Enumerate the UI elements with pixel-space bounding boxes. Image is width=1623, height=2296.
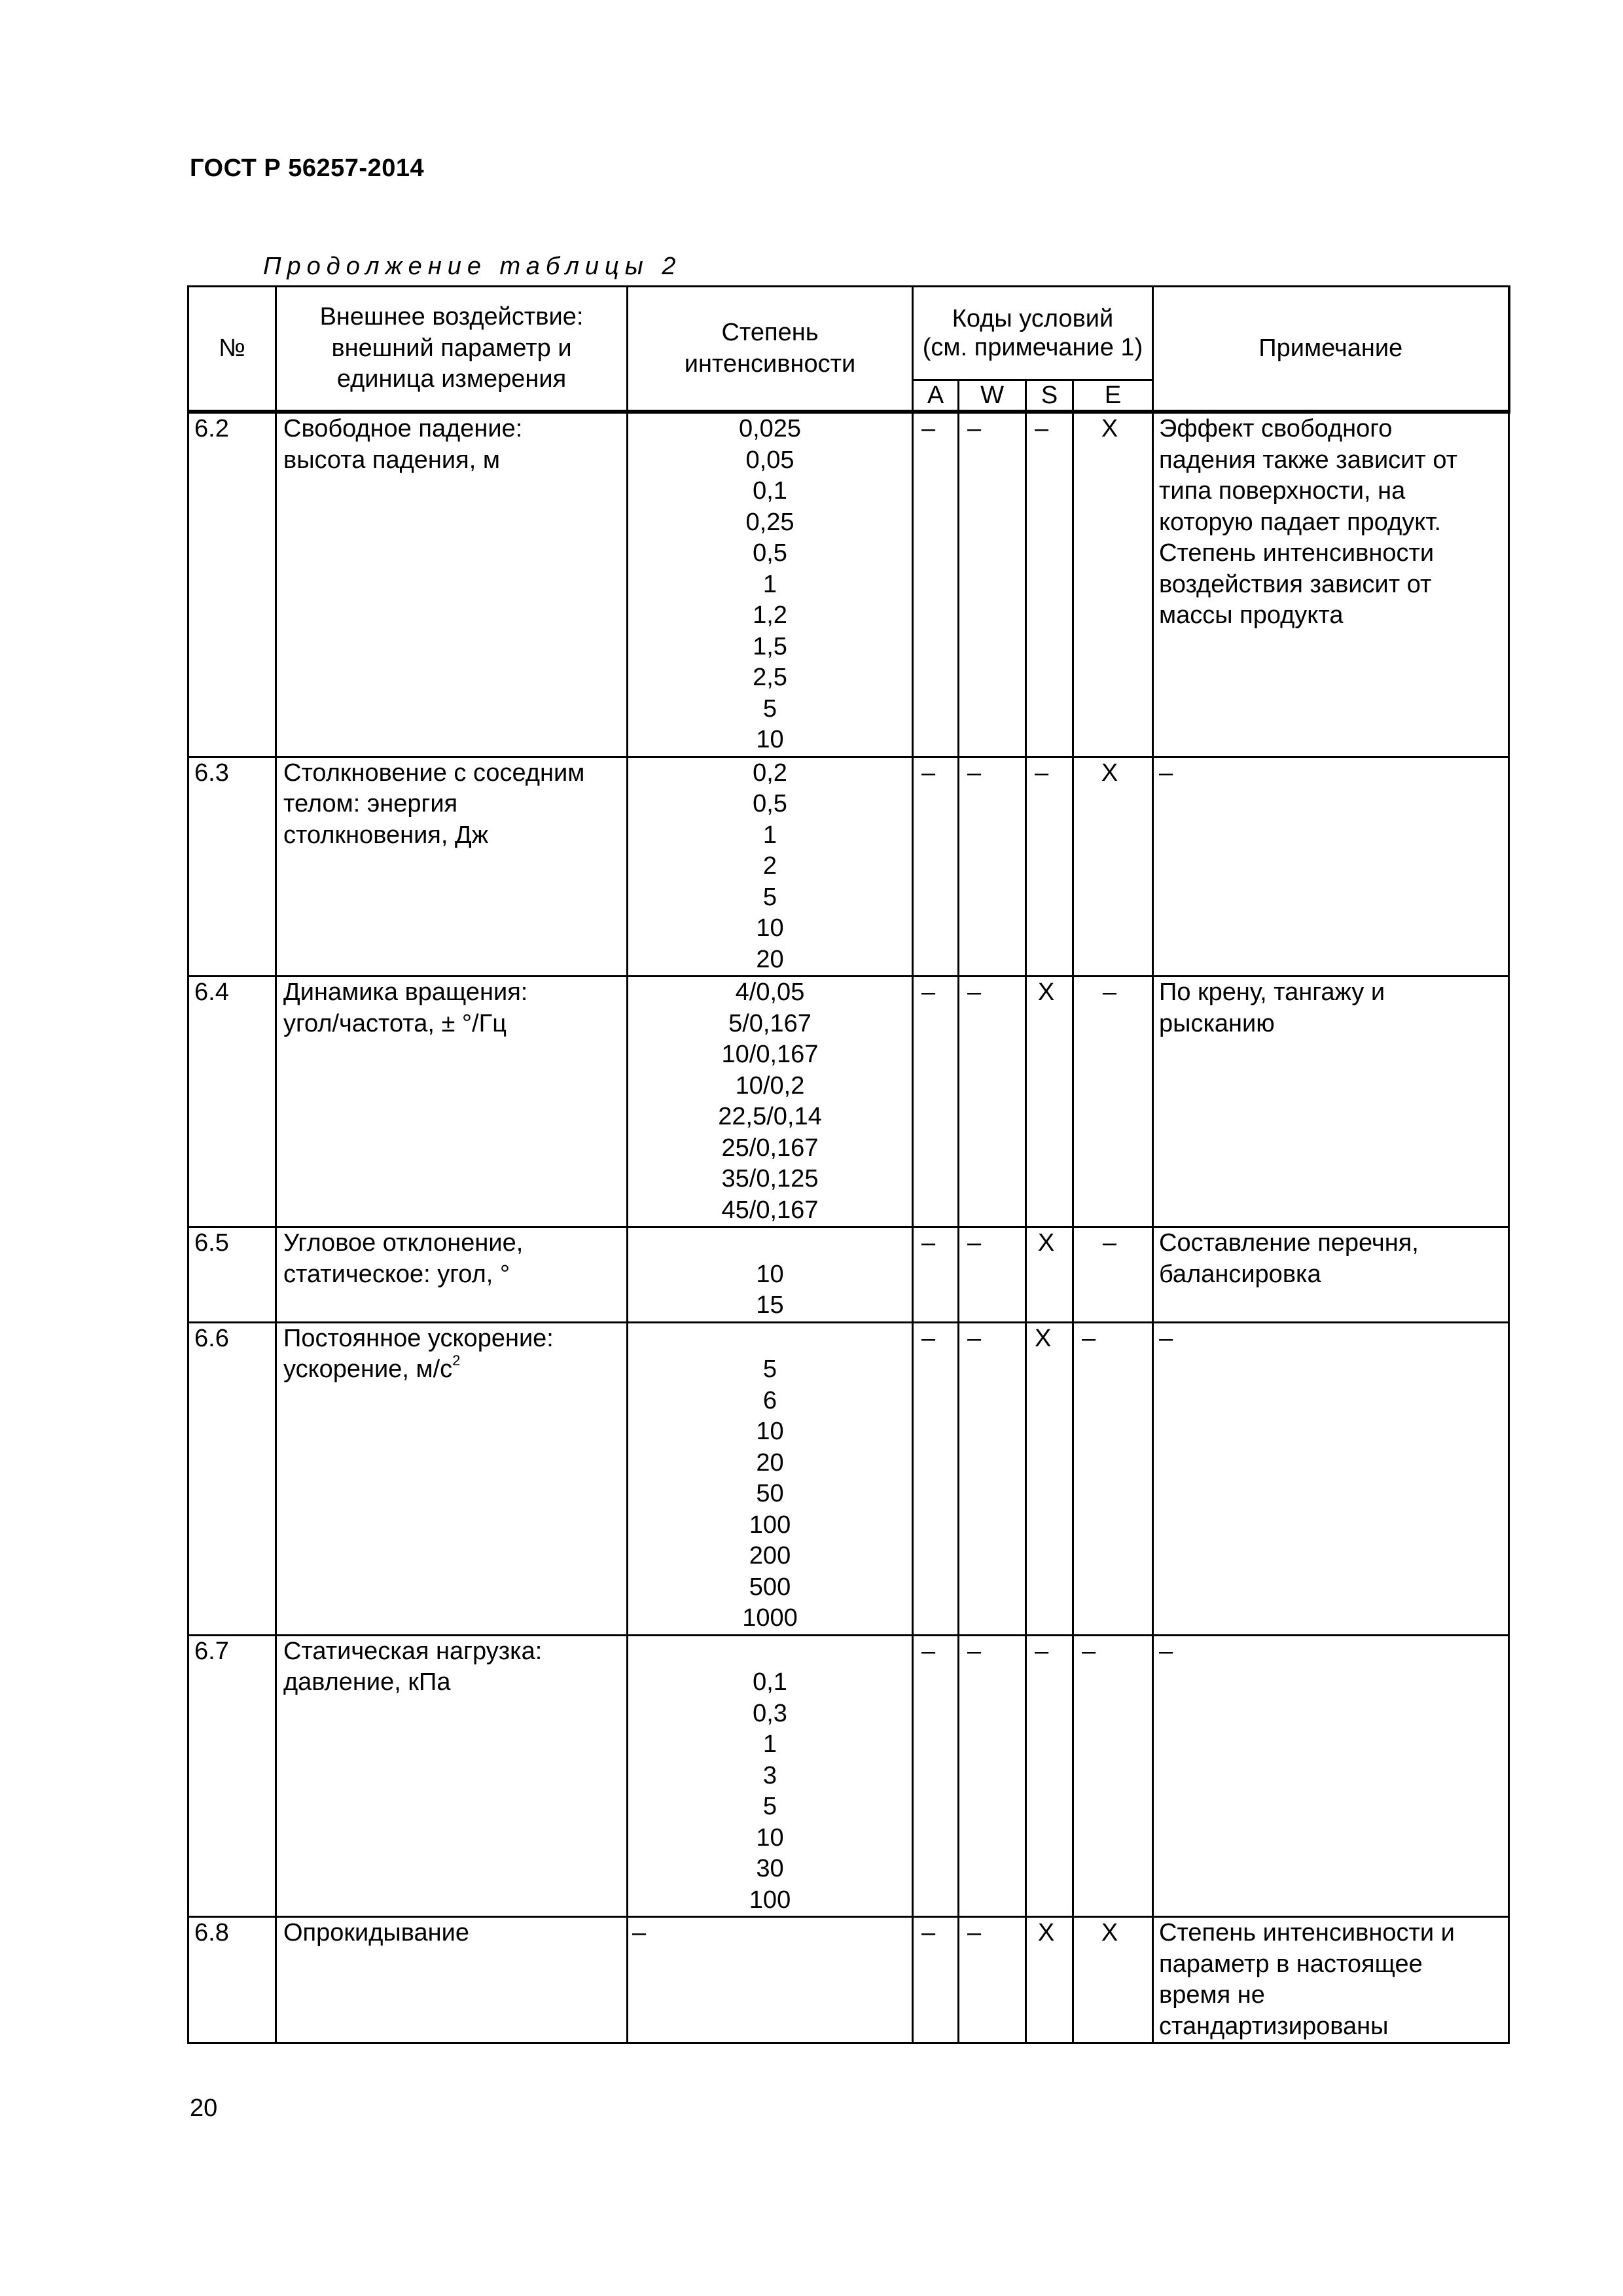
degree-value: 45/0,167 xyxy=(721,1196,819,1224)
degree-value: 50 xyxy=(756,1480,784,1507)
note-line: рысканию xyxy=(1159,1009,1275,1037)
note-line: которую падает продукт. xyxy=(1159,508,1442,536)
row-note xyxy=(1153,977,1509,1227)
degree-value: 1,2 xyxy=(753,601,787,629)
note-line: – xyxy=(1159,759,1173,787)
parameter-line: Угловое отклонение, xyxy=(283,1229,524,1257)
table-row xyxy=(188,1917,1509,2043)
table-caption: Продолжение таблицы 2 xyxy=(263,253,682,280)
note-line: время не xyxy=(1159,1981,1265,2009)
degree-value: 0,5 xyxy=(753,539,787,567)
row-number: 6.3 xyxy=(188,757,276,977)
header-code-a: A xyxy=(913,380,959,412)
code-w: – xyxy=(959,1635,1026,1917)
header-num: № xyxy=(188,287,276,412)
code-s: – xyxy=(1026,757,1073,977)
header-degree xyxy=(628,287,913,412)
degree-value: 10 xyxy=(756,726,784,753)
degree-value: 6 xyxy=(762,1386,777,1414)
parameter-line: давление, кПа xyxy=(283,1668,451,1696)
code-s: X xyxy=(1026,1227,1073,1323)
header-note: Примечание xyxy=(1153,287,1509,412)
parameter-line: угол/частота, ± °/Гц xyxy=(283,1009,507,1037)
parameter-line: высота падения, м xyxy=(283,446,500,474)
header-degree-line: Степень xyxy=(721,319,819,346)
degree-value: 20 xyxy=(756,945,784,973)
parameter-line: Свободное падение: xyxy=(283,415,523,442)
degree-value: 3 xyxy=(762,1761,777,1789)
degree-value: 10 xyxy=(756,1418,784,1445)
blank-line xyxy=(632,1228,908,1259)
header-parameter-line: Внешнее воздействие: xyxy=(319,303,584,331)
code-a: – xyxy=(913,1917,959,2043)
degree-value: 5/0,167 xyxy=(728,1009,812,1037)
header-codes xyxy=(913,287,1153,380)
row-number: 6.4 xyxy=(188,977,276,1227)
degree-value: 1,5 xyxy=(753,632,787,660)
degree-value: 5 xyxy=(762,883,777,911)
degree-value: 100 xyxy=(749,1886,791,1914)
degree-value: 10 xyxy=(756,1260,784,1288)
header-code-e: E xyxy=(1073,380,1153,412)
code-e: X xyxy=(1073,412,1153,757)
row-degrees xyxy=(628,1635,913,1917)
code-e: – xyxy=(1073,1635,1153,1917)
conditions-table xyxy=(187,285,1510,2044)
row-number: 6.2 xyxy=(188,412,276,757)
degree-value: 0,1 xyxy=(753,1668,787,1696)
degree-value: 0,1 xyxy=(753,477,787,505)
code-w: – xyxy=(959,1917,1026,2043)
note-line: Степень интенсивности и xyxy=(1159,1919,1455,1946)
row-parameter xyxy=(276,1635,628,1917)
parameter-line: статическое: угол, ° xyxy=(283,1260,510,1288)
code-w: – xyxy=(959,977,1026,1227)
degree-value: 0,25 xyxy=(745,508,794,536)
code-a: – xyxy=(913,412,959,757)
degree-value: 0,025 xyxy=(738,415,802,442)
degree-value: 10/0,2 xyxy=(735,1071,805,1100)
code-a: – xyxy=(913,977,959,1227)
degree-value: 0,5 xyxy=(753,790,787,817)
note-line: Эффект свободного xyxy=(1159,415,1393,442)
document-title: ГОСТ Р 56257-2014 xyxy=(190,154,425,182)
degree-value: 35/0,125 xyxy=(721,1165,819,1193)
table-row xyxy=(188,1635,1509,1917)
row-degrees xyxy=(628,412,913,757)
degree-value: 0,2 xyxy=(753,759,787,787)
row-note xyxy=(1153,412,1509,757)
row-parameter xyxy=(276,977,628,1227)
blank-line xyxy=(632,1636,908,1668)
parameter-line: телом: энергия xyxy=(283,790,458,817)
degree-value: 20 xyxy=(756,1448,784,1477)
degree-value: 500 xyxy=(749,1573,791,1601)
degree-value: 1 xyxy=(762,570,777,598)
code-a: – xyxy=(913,1227,959,1323)
code-s: – xyxy=(1026,1635,1073,1917)
header-code-w: W xyxy=(959,380,1026,412)
degree-value: 1 xyxy=(762,821,777,849)
note-line: Составление перечня, xyxy=(1159,1229,1419,1257)
parameter-line xyxy=(283,1354,620,1386)
blank-line xyxy=(632,1323,908,1355)
row-degrees xyxy=(628,1917,913,2043)
degree-value: 30 xyxy=(756,1855,784,1882)
note-line: падения также зависит от xyxy=(1159,446,1458,474)
parameter-line: Динамика вращения: xyxy=(283,978,528,1006)
code-w: – xyxy=(959,412,1026,757)
row-degrees xyxy=(628,757,913,977)
parameter-line: Постоянное ускорение: xyxy=(283,1324,554,1352)
table-row xyxy=(188,1322,1509,1635)
row-note xyxy=(1153,1322,1509,1635)
table-row xyxy=(188,1227,1509,1323)
table-row xyxy=(188,757,1509,977)
code-w: – xyxy=(959,1227,1026,1323)
degree-value: 200 xyxy=(749,1542,791,1570)
degree-value: 5 xyxy=(762,1793,777,1820)
row-parameter xyxy=(276,757,628,977)
header-parameter-line: внешний параметр и xyxy=(331,334,572,362)
header-parameter xyxy=(276,287,628,412)
row-note xyxy=(1153,757,1509,977)
degree-value: 1 xyxy=(762,1731,777,1758)
row-number: 6.5 xyxy=(188,1227,276,1323)
degree-value: 4/0,05 xyxy=(735,978,805,1006)
degree-value: 0,05 xyxy=(745,446,794,474)
degree-value: 1000 xyxy=(742,1604,798,1632)
row-degrees xyxy=(628,977,913,1227)
degree-value: 10 xyxy=(756,1823,784,1852)
note-line: типа поверхности, на xyxy=(1159,477,1406,505)
note-line: стандартизированы xyxy=(1159,2012,1389,2040)
row-number: 6.8 xyxy=(188,1917,276,2043)
row-note xyxy=(1153,1917,1509,2043)
note-line: параметр в настоящее xyxy=(1159,1950,1423,1978)
note-line: воздействия зависит от xyxy=(1159,570,1432,598)
code-e: X xyxy=(1073,1917,1153,2043)
row-degrees xyxy=(628,1322,913,1635)
code-s: X xyxy=(1026,1322,1073,1635)
header-codes-line: (см. примечание 1) xyxy=(922,334,1143,361)
degree-value: 5 xyxy=(762,694,777,723)
header-code-s: S xyxy=(1026,380,1073,412)
row-number: 6.7 xyxy=(188,1635,276,1917)
note-line: балансировка xyxy=(1159,1260,1321,1288)
code-a: – xyxy=(913,1322,959,1635)
row-parameter xyxy=(276,1917,628,2043)
row-parameter xyxy=(276,1227,628,1323)
degree-value: 0,3 xyxy=(753,1699,787,1727)
parameter-line: Столкновение с соседним xyxy=(283,759,585,787)
table-row xyxy=(188,977,1509,1227)
code-e: – xyxy=(1073,977,1153,1227)
parameter-line: Статическая нагрузка: xyxy=(283,1637,543,1665)
note-line: По крену, тангажу и xyxy=(1159,978,1385,1006)
row-degrees xyxy=(628,1227,913,1323)
degree-value: 5 xyxy=(762,1355,777,1383)
degree-value: – xyxy=(632,1919,647,1946)
header-parameter-line: единица измерения xyxy=(336,365,567,393)
degree-value: 22,5/0,14 xyxy=(718,1103,822,1130)
row-parameter xyxy=(276,412,628,757)
note-line: – xyxy=(1159,1637,1173,1665)
code-e: – xyxy=(1073,1227,1153,1323)
code-w: – xyxy=(959,1322,1026,1635)
code-s: X xyxy=(1026,977,1073,1227)
row-note xyxy=(1153,1635,1509,1917)
degree-value: 2,5 xyxy=(753,664,787,691)
code-s: – xyxy=(1026,412,1073,757)
note-line: – xyxy=(1159,1324,1173,1352)
code-e: X xyxy=(1073,757,1153,977)
degree-value: 15 xyxy=(756,1291,784,1319)
parameter-line: Опрокидывание xyxy=(283,1919,469,1946)
degree-value: 10 xyxy=(756,914,784,942)
parameter-line: столкновения, Дж xyxy=(283,821,489,849)
note-line: Степень интенсивности xyxy=(1159,539,1435,567)
header-codes-line: Коды условий xyxy=(952,305,1114,332)
code-s: X xyxy=(1026,1917,1073,2043)
code-a: – xyxy=(913,757,959,977)
code-a: – xyxy=(913,1635,959,1917)
header-degree-line: интенсивности xyxy=(684,350,856,378)
degree-value: 25/0,167 xyxy=(721,1134,819,1162)
parameter-line-text: ускорение, м/с xyxy=(283,1355,453,1383)
row-parameter xyxy=(276,1322,628,1635)
degree-value: 100 xyxy=(749,1511,791,1539)
degree-value: 2 xyxy=(762,852,777,880)
degree-value: 10/0,167 xyxy=(721,1041,819,1068)
page-number: 20 xyxy=(190,2094,218,2122)
note-line: массы продукта xyxy=(1159,601,1344,629)
superscript: 2 xyxy=(452,1352,461,1369)
code-w: – xyxy=(959,757,1026,977)
code-e: – xyxy=(1073,1322,1153,1635)
row-note xyxy=(1153,1227,1509,1323)
row-number: 6.6 xyxy=(188,1322,276,1635)
table-row xyxy=(188,412,1509,757)
